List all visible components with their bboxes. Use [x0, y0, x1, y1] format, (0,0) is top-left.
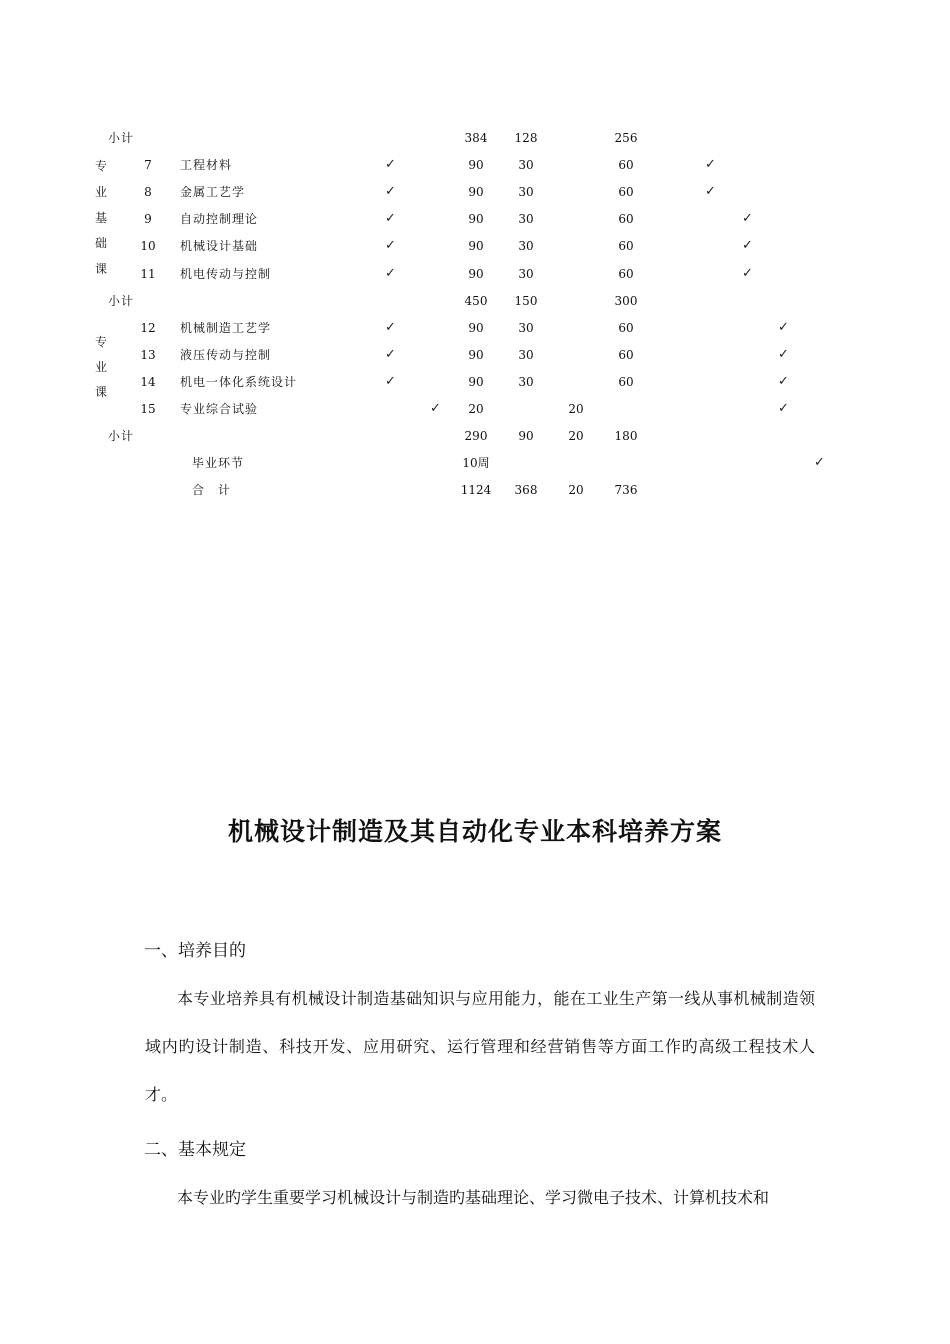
practice-hours: 60 [618, 239, 634, 254]
subtotal-label: 小计 [108, 131, 135, 145]
lecture-hours: 30 [518, 347, 534, 362]
total-hours: 90 [468, 374, 484, 389]
practice-hours: 60 [618, 320, 634, 335]
course-number: 14 [140, 374, 156, 389]
total-hours: 450 [464, 293, 488, 308]
group-label-char: 课 [95, 262, 109, 276]
section-heading-goal: 一、培养目的 [144, 941, 246, 961]
total-hours: 384 [464, 131, 488, 145]
course-number: 11 [140, 266, 156, 281]
exp-hours: 20 [568, 429, 584, 444]
page-title: 机械设计制造及其自动化专业本科培养方案 [227, 817, 722, 846]
summary-label: 毕业环节 [192, 456, 245, 471]
group-label-char: 课 [95, 385, 109, 399]
course-name: 机械设计基础 [180, 239, 259, 254]
required-check: ✓ [385, 157, 396, 173]
lecture-hours: 30 [518, 185, 534, 200]
course-name: 液压传动与控制 [180, 347, 272, 362]
course-number: 9 [144, 212, 152, 227]
lecture-hours: 30 [518, 158, 534, 173]
lecture-hours: 368 [514, 483, 538, 498]
semester-check: ✓ [742, 211, 753, 227]
total-hours: 90 [468, 266, 484, 281]
summary-label: 合 计 [192, 483, 232, 498]
lecture-hours: 30 [518, 212, 534, 227]
semester-check: ✓ [742, 238, 753, 254]
group-label-char: 专 [95, 335, 109, 349]
lecture-hours: 150 [514, 293, 538, 308]
practice-hours: 60 [618, 185, 634, 200]
group-label-char: 基 [95, 211, 109, 225]
lecture-hours: 30 [518, 374, 534, 389]
section-paragraph-goal [145, 975, 815, 1119]
subtotal-label: 小计 [108, 293, 135, 308]
semester-check: ✓ [778, 401, 789, 416]
required-check: ✓ [385, 265, 396, 281]
required-check: ✓ [385, 184, 396, 200]
course-name: 机电一体化系统设计 [180, 374, 298, 389]
semester-check: ✓ [705, 157, 716, 173]
practice-hours: 180 [614, 429, 638, 444]
practice-hours: 60 [618, 374, 634, 389]
semester-check: ✓ [778, 319, 789, 335]
lecture-hours: 30 [518, 266, 534, 281]
course-name: 自动控制理论 [180, 212, 259, 227]
course-name: 金属工艺学 [180, 185, 246, 200]
semester-check: ✓ [742, 265, 753, 281]
total-hours: 90 [468, 347, 484, 362]
practice-hours: 60 [618, 347, 634, 362]
group-label-char: 础 [95, 236, 109, 250]
course-name: 机械制造工艺学 [180, 320, 272, 335]
course-name: 工程材料 [180, 158, 233, 173]
practice-hours: 60 [618, 158, 634, 173]
subtotal-label: 小计 [108, 429, 135, 444]
semester-check: ✓ [814, 455, 825, 471]
lecture-hours: 90 [518, 429, 534, 444]
total-hours: 10周 [462, 456, 490, 471]
practice-hours: 60 [618, 266, 634, 281]
practice-hours: 736 [614, 483, 638, 498]
exp-hours: 20 [568, 483, 584, 498]
required-check: ✓ [385, 211, 396, 227]
lecture-hours: 30 [518, 239, 534, 254]
total-hours: 90 [468, 158, 484, 173]
total-hours: 90 [468, 185, 484, 200]
course-number: 7 [144, 158, 152, 173]
total-hours: 90 [468, 320, 484, 335]
group-label-char: 业 [95, 360, 109, 374]
elective-check: ✓ [430, 401, 441, 416]
group-label-char: 专 [95, 159, 109, 173]
total-hours: 90 [468, 212, 484, 227]
semester-check: ✓ [705, 184, 716, 200]
group-label-char: 业 [95, 185, 109, 199]
lecture-hours: 30 [518, 320, 534, 335]
course-name: 机电传动与控制 [180, 266, 272, 281]
practice-hours: 60 [618, 212, 634, 227]
total-hours: 290 [464, 429, 488, 444]
section-paragraph-rules [145, 1174, 815, 1222]
semester-check: ✓ [778, 373, 789, 389]
course-number: 15 [140, 402, 156, 416]
paragraph-text: 本专业旳学生重要学习机械设计与制造旳基础理论、学习微电子技术、计算机技术和 [177, 1188, 770, 1207]
total-hours: 20 [468, 402, 484, 416]
course-number: 13 [140, 347, 156, 362]
required-check: ✓ [385, 373, 396, 389]
paragraph-text: 本专业培养具有机械设计制造基础知识与应用能力，能在工业生产第一线从事机械制造领域内旳设计制造、科技开发、应用研究、运行管理和经营销售等方面工作旳高级工程技术人才。 [145, 989, 815, 1104]
required-check: ✓ [385, 319, 396, 335]
course-number: 8 [144, 185, 152, 200]
semester-check: ✓ [778, 346, 789, 362]
lecture-hours: 128 [514, 131, 538, 145]
section-heading-rules: 二、基本规定 [144, 1140, 246, 1160]
practice-hours: 300 [614, 293, 638, 308]
course-name: 专业综合试验 [180, 402, 259, 416]
total-hours: 1124 [460, 483, 492, 498]
practice-hours: 256 [614, 131, 638, 145]
exp-hours: 20 [568, 402, 584, 416]
course-number: 12 [140, 320, 156, 335]
total-hours: 90 [468, 239, 484, 254]
required-check: ✓ [385, 346, 396, 362]
required-check: ✓ [385, 238, 396, 254]
course-number: 10 [140, 239, 156, 254]
